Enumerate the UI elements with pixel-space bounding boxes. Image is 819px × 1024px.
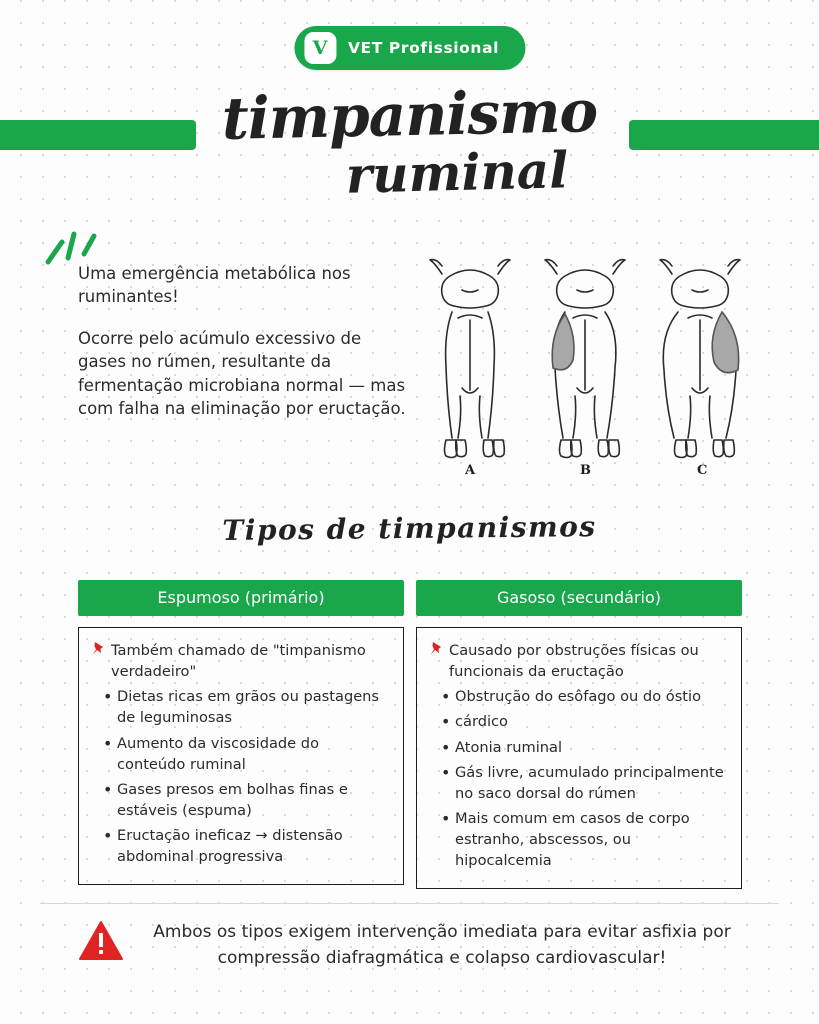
list-item: • Aumento da viscosidade do conteúdo ruminal [103, 733, 389, 775]
list-item: • Obstrução do esôfago ou do óstio [441, 686, 727, 707]
cow-label-c: C [697, 463, 708, 478]
column-gaseous-header: Gasoso (secundário) [416, 580, 742, 616]
cow-illustration [410, 250, 790, 490]
column-foamy-lead-row [91, 640, 389, 682]
footer-warning [78, 920, 744, 971]
column-foamy-header: Espumoso (primário) [78, 580, 404, 616]
footer-divider [40, 903, 779, 904]
list-item: • cárdico [441, 711, 727, 732]
column-foamy-list [91, 686, 389, 867]
title-band-right [629, 120, 819, 150]
list-item: • Eructação ineficaz → distensão abdominal progressiva [103, 825, 389, 867]
list-item: • Gases presos em bolhas finas e estáveis (espuma) [103, 779, 389, 821]
pushpin-icon [429, 641, 443, 657]
section-heading: Tipos de timpanismos [222, 510, 597, 547]
column-gaseous-lead: Causado por obstruções físicas ou funcionais da eructação [449, 642, 699, 681]
brand-name: VET Profissional [347, 39, 500, 57]
column-gaseous-list [429, 686, 727, 871]
page-title-line-1: timpanismo [221, 77, 598, 153]
pushpin-icon [91, 641, 105, 657]
list-item: • Mais comum em casos de corpo estranho, abscessos, ou hipocalcemia [441, 808, 727, 871]
types-table [78, 580, 742, 889]
brand-logo-mark: V [304, 32, 336, 64]
column-foamy [78, 580, 404, 889]
cow-label-a: A [465, 463, 476, 478]
list-item: • Gás livre, acumulado principalmente no saco dorsal do rúmen [441, 762, 727, 804]
footer-warning-text: Ambos os tipos exigem intervenção imediata para evitar asfixia por compressão diafragmática e colapso cardiovascular! [153, 922, 731, 968]
list-item: • Dietas ricas em grãos ou pastagens de leguminosas [103, 686, 389, 728]
list-item: • Atonia ruminal [441, 737, 727, 758]
title-band-left [0, 120, 196, 150]
brand-badge [294, 26, 525, 70]
intro-paragraph-1: Uma emergência metabólica nos ruminantes! [78, 264, 351, 307]
title-band [0, 120, 819, 156]
column-gaseous-body [416, 627, 742, 889]
intro-paragraph-2: Ocorre pelo acúmulo excessivo de gases no rúmen, resultante da fermentação microbiana normal — mas com falha na eliminação por eructação. [78, 328, 406, 419]
column-foamy-lead: Também chamado de "timpanismo verdadeiro" [111, 642, 366, 681]
column-gaseous-lead-row [429, 640, 727, 682]
cow-label-b: B [580, 463, 591, 478]
column-foamy-body [78, 627, 404, 885]
intro-text [78, 262, 408, 421]
warning-triangle-icon [78, 920, 124, 962]
column-gaseous [416, 580, 742, 889]
page-title-line-2: ruminal [345, 140, 569, 205]
